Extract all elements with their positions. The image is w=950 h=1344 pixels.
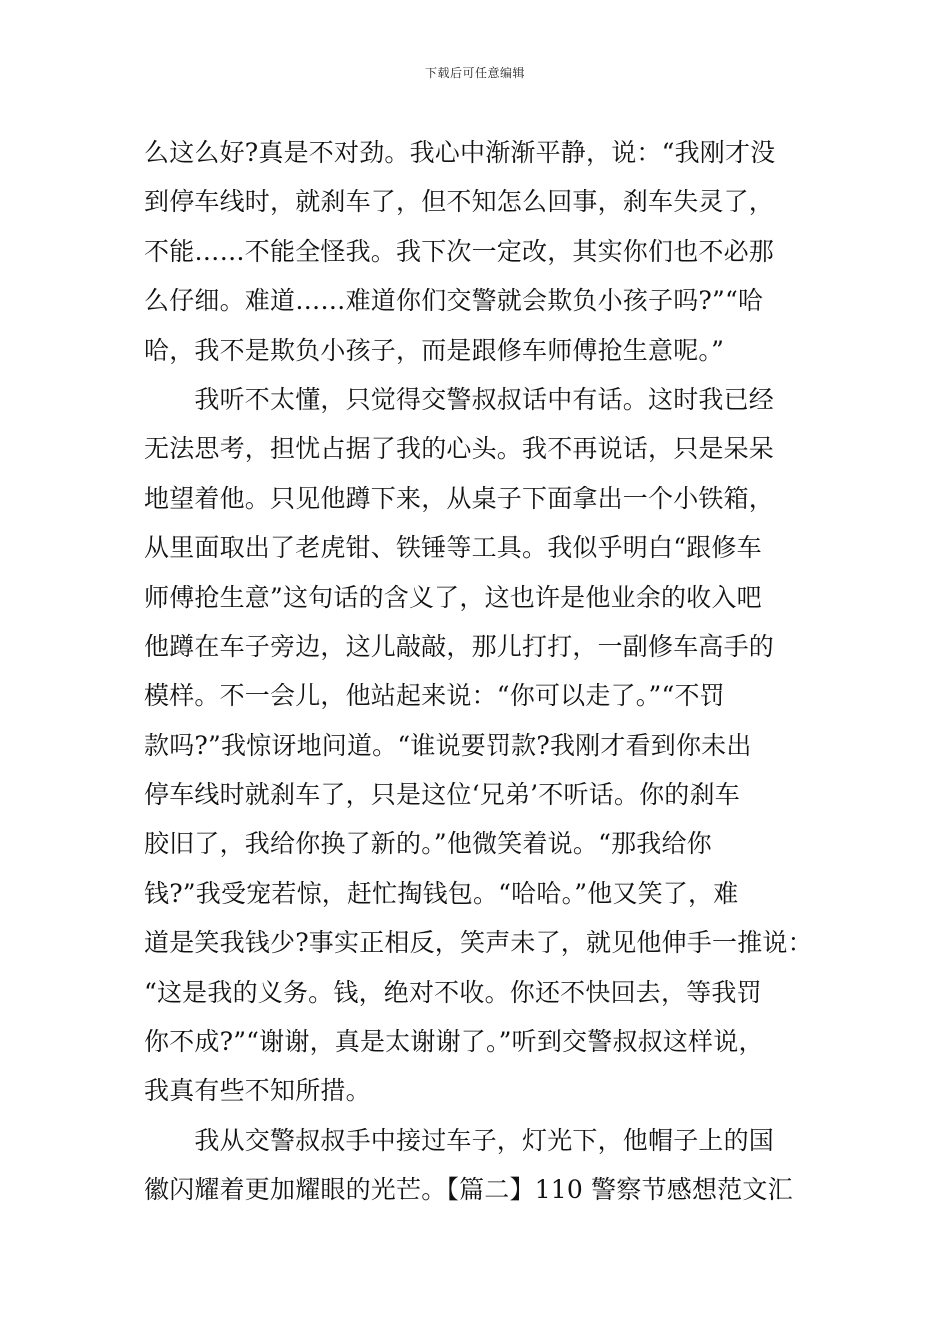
text-line: 从里面取出了老虎钳、铁锤等工具。我似乎明白“跟修车 (144, 533, 762, 563)
text-line: “这是我的义务。钱，绝对不收。你还不快回去，等我罚 (144, 977, 762, 1007)
text-line: 么仔细。难道……难道你们交警就会欺负小孩子吗?”“哈 (144, 286, 764, 316)
text-line: 模样。不一会儿，他站起来说：“你可以走了。”“不罚 (144, 681, 725, 711)
text-line: 么这么好?真是不对劲。我心中渐渐平静，说：“我刚才没 (144, 138, 776, 167)
text-line: 不能……不能全怪我。我下次一定改，其实你们也不必那 (144, 236, 775, 266)
text-line: 他蹲在车子旁边，这儿敲敲，那儿打打，一副修车高手的 (144, 631, 775, 661)
text-line: 停车线时就刹车了，只是这位‘兄弟’不听话。你的刹车 (144, 780, 740, 810)
text-line: 道是笑我钱少?事实正相反，笑声未了，就见他伸手一推说： (144, 928, 813, 958)
text-line: 无法思考，担忧占据了我的心头。我不再说话，只是呆呆 (144, 434, 775, 464)
text-line: 师傅抢生意”这句话的含义了，这也许是他业余的收入吧 (144, 582, 762, 612)
text-line: 我从交警叔叔手中接过车子，灯光下，他帽子上的国 (144, 1125, 775, 1155)
text-line: 到停车线时，就刹车了，但不知怎么回事，刹车失灵了， (144, 187, 775, 217)
body-text (144, 128, 816, 1215)
text-line: 哈，我不是欺负小孩子，而是跟修车师傅抢生意呢。” (144, 335, 725, 365)
text-line: 款吗?”我惊讶地问道。“谁说要罚款?我刚才看到你未出 (144, 730, 752, 760)
text-line: 地望着他。只见他蹲下来，从桌子下面拿出一个小铁箱， (144, 483, 775, 513)
text-line: 胶旧了，我给你换了新的。”他微笑着说。“那我给你 (144, 829, 712, 859)
text-line: 我真有些不知所措。 (144, 1076, 371, 1106)
text-line: 钱?”我受宠若惊，赶忙掏钱包。“哈哈。”他又笑了，难 (144, 878, 739, 908)
text-line: 徽闪耀着更加耀眼的光芒。【篇二】110 警察节感想范文汇 (144, 1175, 793, 1205)
page-header: 下载后可任意编辑 (424, 66, 525, 80)
text-line: 我听不太懂，只觉得交警叔叔话中有话。这时我已经 (144, 384, 775, 414)
text-line: 你不成?”“谢谢，真是太谢谢了。”听到交警叔叔这样说， (144, 1027, 764, 1057)
